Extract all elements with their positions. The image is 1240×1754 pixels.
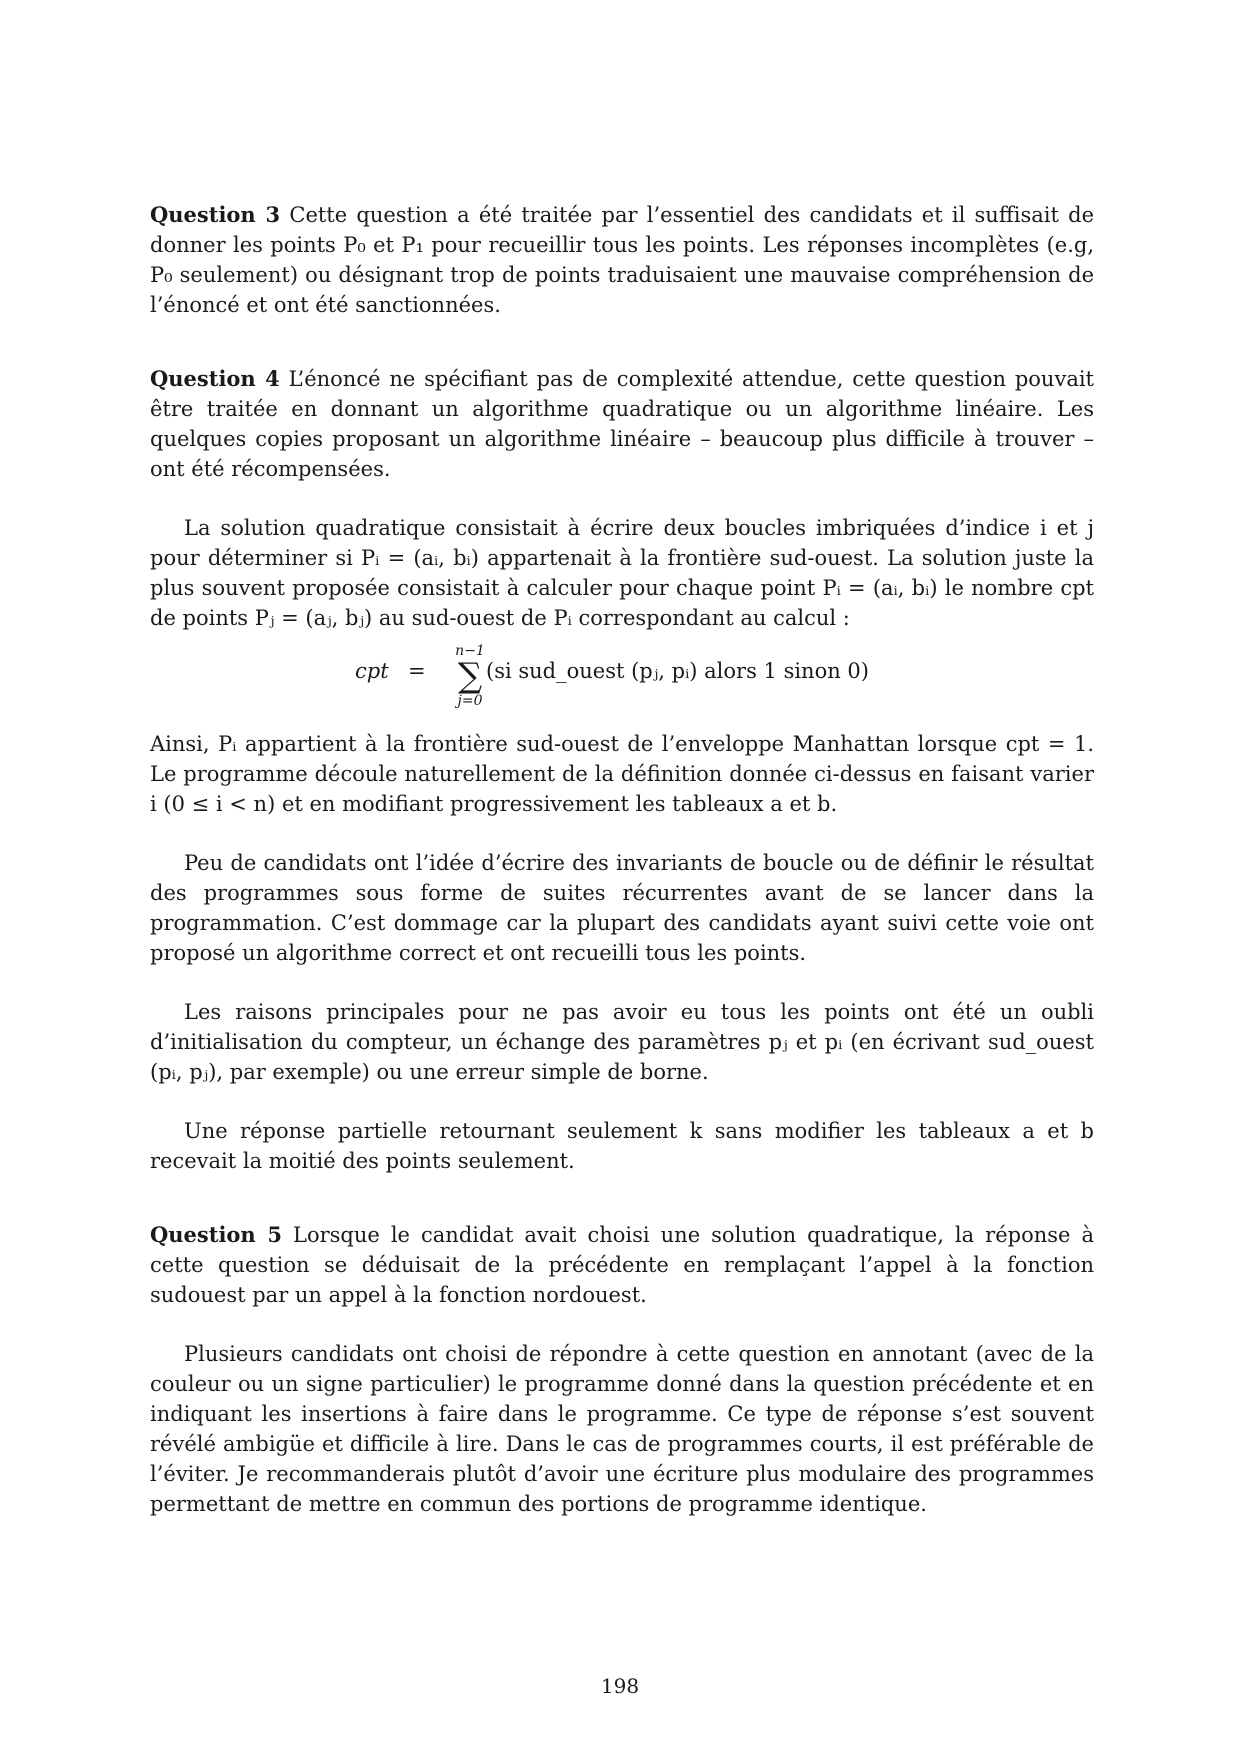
page-content bbox=[150, 200, 1094, 1519]
page-number: 198 bbox=[600, 1674, 640, 1698]
sum-formula bbox=[150, 643, 1094, 715]
sum-symbol: ∑ bbox=[457, 656, 483, 696]
sum-upper-bound: n−1 bbox=[455, 643, 485, 659]
sum-lower-bound: j=0 bbox=[457, 693, 483, 709]
question-4-partial-paragraph: Une réponse partielle retournant seulement k sans modifier les tableaux a et b recevait la moitié des points seulement. bbox=[150, 1119, 1094, 1173]
formula-rhs: (si sud_ouest (pⱼ, pᵢ) alors 1 sinon 0) bbox=[486, 659, 869, 683]
question-5-paragraph bbox=[150, 1220, 1094, 1310]
question-4-quadratic-paragraph: La solution quadratique consistait à écrire deux boucles imbriquées d’indice i et j pour déterminer si Pᵢ = (aᵢ, bᵢ) appartenait à la frontière sud-ouest. La solution juste la plus souvent proposée consistait à calculer pour chaque point Pᵢ = (aᵢ, bᵢ) le nombre cpt de points Pⱼ = (aⱼ, bⱼ) au sud-ouest de Pᵢ correspondant au calcul : bbox=[150, 516, 1094, 630]
question-4-label: Question 4 bbox=[150, 366, 280, 391]
question-3-paragraph bbox=[150, 200, 1094, 320]
question-4-intro: L’énoncé ne spécifiant pas de complexité attendue, cette question pouvait être traitée en donnant un algorithme quadratique ou un algorithme linéaire. Les quelques copies proposant un algorithme linéaire – beaucoup plus difficile à trouver – ont été récompensées. bbox=[150, 367, 1094, 481]
formula-lhs: cpt bbox=[355, 659, 389, 683]
question-3-label: Question 3 bbox=[150, 202, 281, 227]
formula-equals: = bbox=[408, 659, 426, 683]
question-4-invariants-paragraph: Peu de candidats ont l’idée d’écrire des invariants de boucle ou de définir le résultat des programmes sous forme de suites récurrentes avant de se lancer dans la programmation. C’est dommage car la plupart des candidats ayant suivi cette voie ont proposé un algorithme correct et ont recueilli tous les points. bbox=[150, 851, 1094, 965]
question-5-label: Question 5 bbox=[150, 1222, 282, 1247]
question-5-annotation-paragraph: Plusieurs candidats ont choisi de répondre à cette question en annotant (avec de la couleur ou un signe particulier) le programme donné dans la question précédente et en indiquant les insertions à faire dans le programme. Ce type de réponse s’est souvent révélé ambigüe et difficile à lire. Dans le cas de programmes courts, il est préférable de l’éviter. Je recommanderais plutôt d’avoir une écriture plus modulaire des programmes permettant de mettre en commun des portions de programme identique. bbox=[150, 1342, 1094, 1516]
question-4-errors-paragraph: Les raisons principales pour ne pas avoir eu tous les points ont été un oubli d’initialisation du compteur, un échange des paramètres pⱼ et pᵢ (en écrivant sud_ouest (pᵢ, pⱼ), par exemple) ou une erreur simple de borne. bbox=[150, 1000, 1094, 1084]
question-4-paragraph bbox=[150, 364, 1094, 484]
question-5-intro: Lorsque le candidat avait choisi une solution quadratique, la réponse à cette question se déduisait de la précédente en remplaçant l’appel à la fonction sudouest par un appel à la fonction nordouest. bbox=[150, 1223, 1094, 1307]
question-3-text: Cette question a été traitée par l’essentiel des candidats et il suffisait de donner les points P₀ et P₁ pour recueillir tous les points. Les réponses incomplètes (e.g, P₀ seulement) ou désignant trop de points traduisaient une mauvaise compréhension de l’énoncé et ont été sanctionnées. bbox=[150, 203, 1094, 317]
question-4-ainsi-paragraph: Ainsi, Pᵢ appartient à la frontière sud-ouest de l’enveloppe Manhattan lorsque cpt = 1. Le programme découle naturellement de la définition donnée ci-dessus en faisant varier i (0 ≤ i < n) et en modifiant progressivement les tableaux a et b. bbox=[150, 732, 1094, 816]
